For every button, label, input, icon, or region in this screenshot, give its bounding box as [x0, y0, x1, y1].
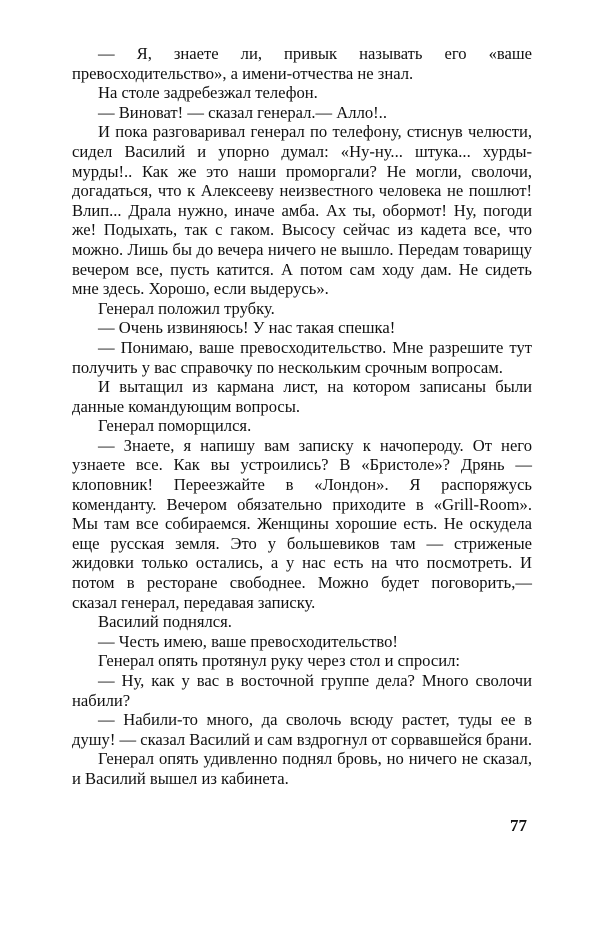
paragraph-2: На столе задребезжал телефон. — [98, 83, 318, 103]
paragraph-8: И вытащил из кармана лист, на котором записаны были данные командующим вопросы. — [72, 377, 532, 416]
paragraph-5: Генерал положил трубку. — [98, 298, 275, 318]
paragraph-15: — Набили-то много, да сволочь всюду растет, туды ее в душу! — сказал Василий и сам вздрогнул от сорвавшейся брани. — [72, 710, 532, 749]
paragraph-14: — Ну, как у вас в восточной группе дела? Много сволочи набили? — [72, 671, 532, 710]
paragraph-3: — Виноват! — сказал генерал.— Алло!.. — [98, 102, 387, 122]
paragraph-4: И пока разговаривал генерал по телефону, стиснув челюсти, сидел Василий и упорно думал: «Ну-ну... штука... хурды-мурды!.. Как же это наши проморгали? Не могли, сволочи, догадаться, что к Алексееву неизвестного человека не пошлют! Влип... Драла нужно, иначе амба. Ах ты, обормот! Ну, погоди же! Подыхать, так с гаком. Высосу сейчас из кадета все, что можно. Лишь бы до вечера ничего не вышло. Передам товарищу вечером все, пусть катится. А потом сам ходу дам. Не сидеть мне здесь. Хорошо, если выдерусь». — [72, 122, 532, 299]
page-number: 77 — [510, 816, 527, 835]
body-text — [72, 44, 532, 789]
paragraph-16: Генерал опять удивленно поднял бровь, но ничего не сказал, и Василий вышел из кабинета. — [72, 749, 532, 788]
paragraph-11: Василий поднялся. — [98, 612, 232, 632]
paragraph-7: — Понимаю, ваше превосходительство. Мне разрешите тут получить у вас справочку по нескольким срочным вопросам. — [72, 337, 532, 377]
paragraph-6: — Очень извиняюсь! У нас такая спешка! — [98, 318, 396, 338]
paragraph-9: Генерал поморщился. — [98, 416, 252, 436]
paragraph-13: Генерал опять протянул руку через стол и спросил: — [98, 651, 460, 671]
paragraph-10: — Знаете, я напишу вам записку к начопероду. От него узнаете все. Как вы устроились? В «Бристоле»? Дрянь — клоповник! Переезжайте в «Лондон». Я распоряжусь коменданту. Вечером обязательно приходите в «Grill-Room». Мы там все собираемся. Женщины хорошие есть. Не оскудела еще русская земля. Это у большевиков там — стриженые жидовки только остались, а у нас есть на что посмотреть. И потом в ресторане свободнее. Можно будет поговорить,— сказал генерал, передавая записку. — [72, 435, 532, 612]
paragraph-12: — Честь имею, ваше превосходительство! — [98, 631, 398, 651]
paragraph-1: — Я, знаете ли, привык называть его «ваше превосходительство», а имени-отчества не знал. — [72, 44, 532, 83]
